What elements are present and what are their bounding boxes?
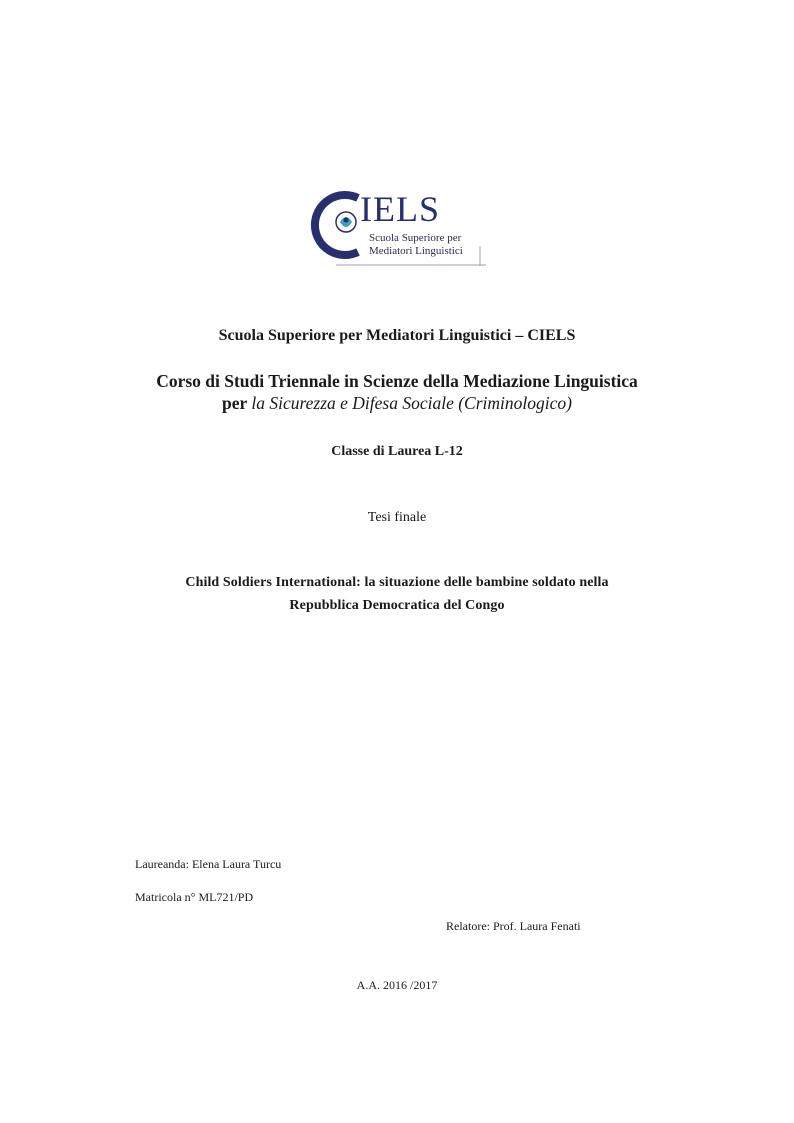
student-name: Laureanda: Elena Laura Turcu [135, 857, 282, 871]
course-line-2 [0, 393, 794, 414]
logo-wordmark: IELS [360, 189, 440, 229]
ciels-logo [306, 186, 492, 268]
course-line-2-prefix: per [222, 393, 252, 413]
logo-subtitle-1: Scuola Superiore per [369, 232, 462, 244]
logo-subtitle-2: Mediatori Linguistici [369, 245, 463, 257]
supervisor: Relatore: Prof. Laura Fenati [446, 919, 581, 933]
thesis-title-line-2: Repubblica Democratica del Congo [289, 598, 505, 613]
institution-name: Scuola Superiore per Mediatori Linguistici – CIELS [218, 327, 576, 344]
course-line-2-paren: (Criminologico) [453, 393, 572, 413]
degree-class: Classe di Laurea L-12 [331, 444, 463, 459]
thesis-label: Tesi finale [367, 510, 427, 525]
academic-year: A.A. 2016 /2017 [356, 978, 438, 992]
matricola: Matricola n° ML721/PD [135, 890, 254, 904]
thesis-title-line-1: Child Soldiers International: la situazione delle bambine soldato nella [185, 575, 609, 590]
course-line-2-italic: la Sicurezza e Difesa Sociale [251, 393, 454, 413]
course-line-1: Corso di Studi Triennale in Scienze della Mediazione Linguistica [156, 371, 638, 391]
